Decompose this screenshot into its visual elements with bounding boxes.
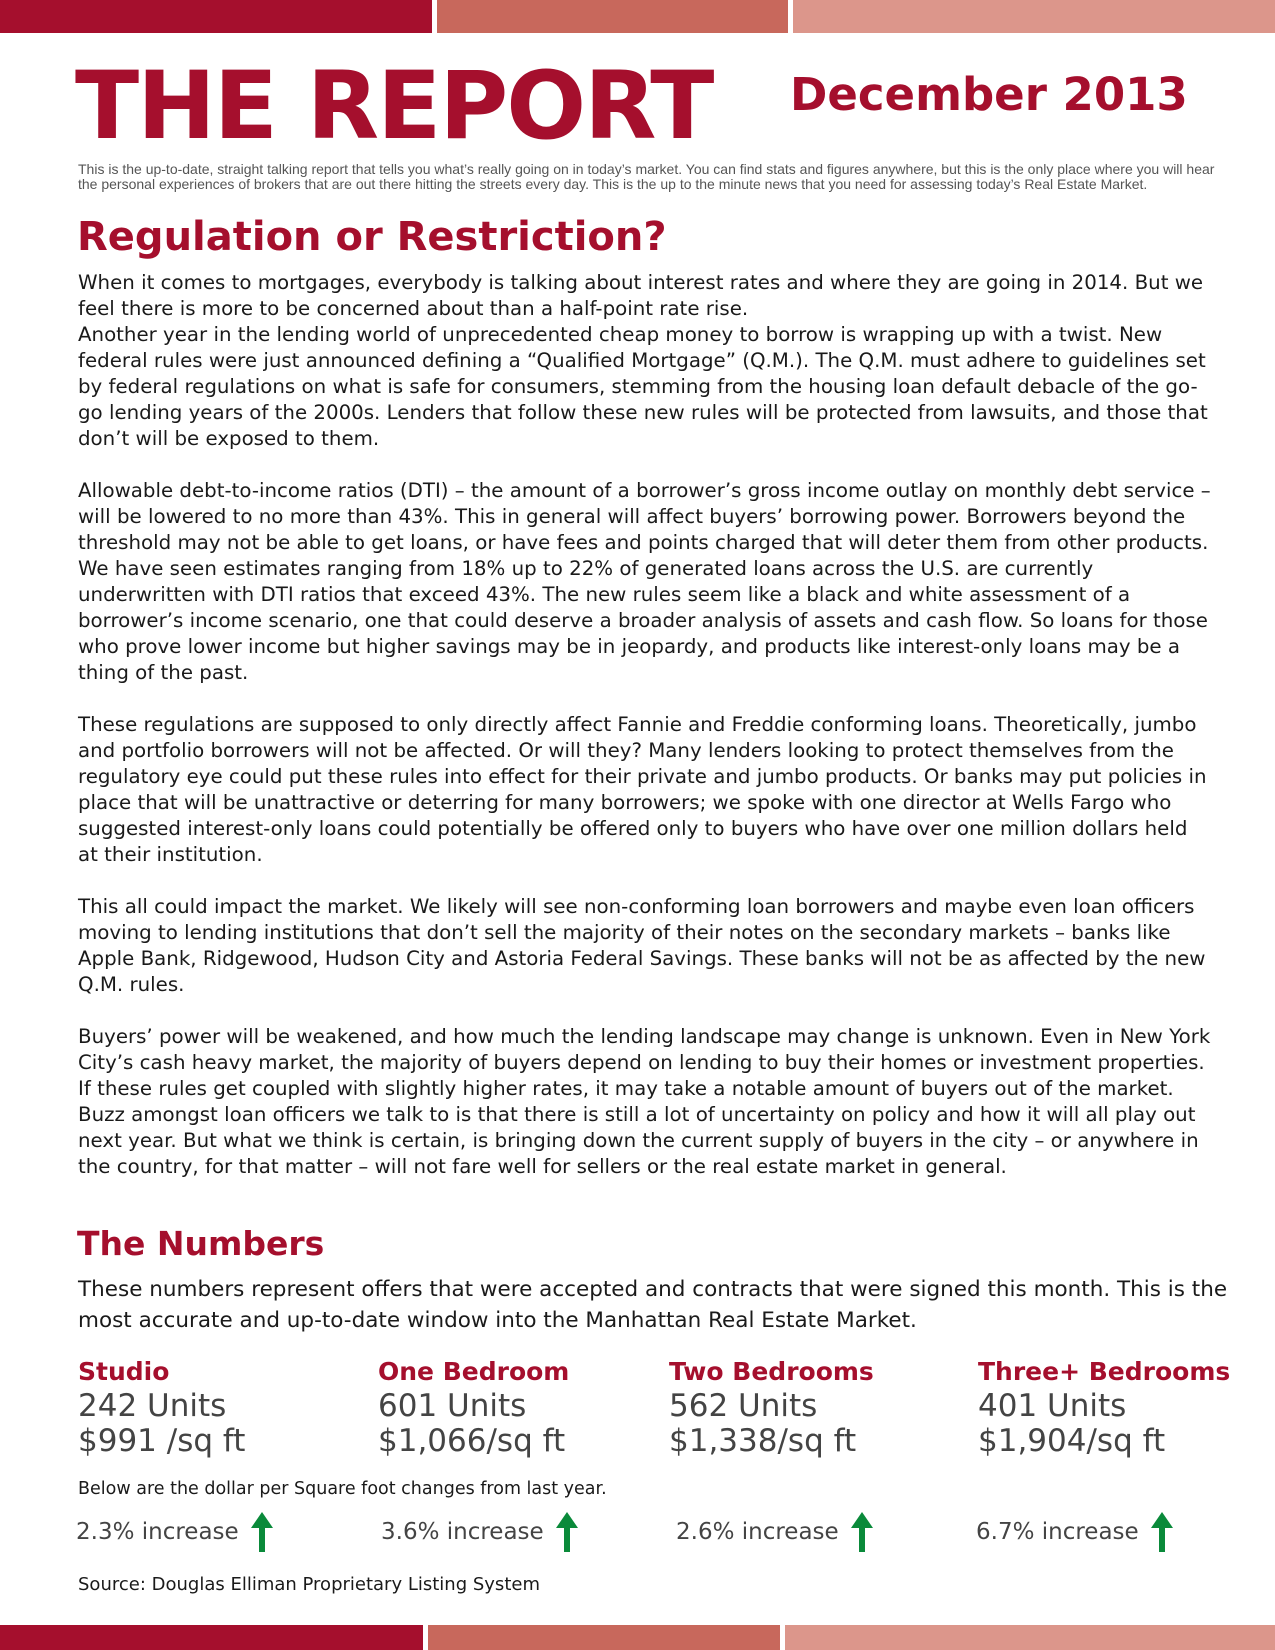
- up-arrow-icon: [1151, 1512, 1173, 1552]
- numbers-heading: The Numbers: [77, 1224, 325, 1263]
- stat-price: $1,066/sq ft: [378, 1423, 566, 1459]
- report-date: December 2013: [790, 68, 1188, 121]
- change-text: 3.6% increase: [381, 1519, 544, 1545]
- stat-label: Studio: [78, 1357, 170, 1386]
- article-paragraph: Another year in the lending world of unprecedented cheap money to borrow is wrapping up with a twist. New federal rules were just announced defining a “Qualified Mortgage” (Q.M.). The Q.M. must adhere to guidelines set by federal regulations on what is safe for consumers, stemming from the housing loan default debacle of the go-go lending years of the 2000s. Lenders that follow these new rules will be protected from lawsuits, and those that don’t will be exposed to them.: [78, 323, 1208, 450]
- stat-label: Three+ Bedrooms: [978, 1357, 1231, 1386]
- top-bar-segment-dark: [0, 0, 432, 33]
- change-text: 6.7% increase: [976, 1519, 1139, 1545]
- stat-price: $1,904/sq ft: [978, 1423, 1166, 1459]
- change-studio: [76, 1512, 273, 1552]
- stat-three-plus-bedrooms: [978, 1357, 1230, 1459]
- top-color-bar: [0, 0, 1275, 33]
- up-arrow-icon: [851, 1512, 873, 1552]
- stat-price: $1,338/sq ft: [669, 1423, 857, 1459]
- stat-units: 562 Units: [669, 1388, 818, 1424]
- up-arrow-icon: [251, 1512, 273, 1552]
- stat-one-bedroom: [378, 1357, 569, 1459]
- change-text: 2.6% increase: [676, 1519, 839, 1545]
- stat-units: 401 Units: [978, 1388, 1127, 1424]
- change-three-plus-bedrooms: [976, 1512, 1173, 1552]
- change-two-bedrooms: [676, 1512, 873, 1552]
- article-paragraph: Allowable debt-to-income ratios (DTI) – the amount of a borrower’s gross income outlay on monthly debt service – will be lowered to no more than 43%. This in general will affect buyers’ borrowing power. Borrowers beyond the threshold may not be able to get loans, or have fees and points charged that will deter them from other products. We have seen estimates ranging from 18% up to 22% of generated loans across the U.S. are currently underwritten with DTI ratios that exceed 43%. The new rules seem like a black and white assessment of a borrower’s income scenario, one that could deserve a broader analysis of assets and cash flow. So loans for those who prove lower income but higher savings may be in jeopardy, and products like interest-only loans may be a thing of the past.: [78, 479, 1211, 684]
- bottom-bar-segment-dark: [0, 1625, 423, 1650]
- stat-units: 242 Units: [78, 1388, 227, 1424]
- bottom-bar-segment-light: [785, 1625, 1275, 1650]
- stat-units: 601 Units: [378, 1388, 527, 1424]
- report-title: THE REPORT: [75, 52, 713, 161]
- stat-two-bedrooms: [669, 1357, 874, 1459]
- article-paragraph: Buyers’ power will be weakened, and how much the lending landscape may change is unknown. Even in New York City’s cash heavy market, the majority of buyers depend on lending to buy their homes or investment properties. If these rules get coupled with slightly higher rates, it may take a notable amount of buyers out of the market. Buzz amongst loan officers we talk to is that there is still a lot of uncertainty on policy and how it will all play out next year. But what we think is certain, is bringing down the current supply of buyers in the city – or anywhere in the country, for that matter – will not fare well for sellers or the real estate market in general.: [78, 1025, 1211, 1178]
- report-intro: This is the up-to-date, straight talking report that tells you what’s really going on in today’s market. You can find stats and figures anywhere, but this is the only place where you will hear the personal experiences of brokers that are out there hitting the streets every day. This is the up to the minute news that you need for assessing today’s Real Estate Market.: [78, 161, 1215, 192]
- stat-label: One Bedroom: [378, 1357, 570, 1386]
- article-heading: Regulation or Restriction?: [77, 214, 667, 260]
- article-paragraph: When it comes to mortgages, everybody is talking about interest rates and where they are going in 2014. But we feel there is more to be concerned about than a half-point rate rise.: [78, 271, 1204, 320]
- article-paragraph: This all could impact the market. We likely will see non-conforming loan borrowers and maybe even loan officers moving to lending institutions that don’t sell the majority of their notes on the secondary markets – banks like Apple Bank, Ridgewood, Hudson City and Astoria Federal Savings. These banks will not be as affected by the new Q.M. rules.: [78, 895, 1206, 996]
- change-text: 2.3% increase: [76, 1519, 239, 1545]
- bottom-color-bar: [0, 1625, 1275, 1650]
- top-bar-segment-light: [793, 0, 1275, 33]
- bottom-bar-segment-mid: [428, 1625, 780, 1650]
- source-note: Source: Douglas Elliman Proprietary Listing System: [78, 1574, 540, 1595]
- stat-label: Two Bedrooms: [669, 1357, 874, 1386]
- stat-price: $991 /sq ft: [78, 1423, 246, 1459]
- article-paragraph: These regulations are supposed to only directly affect Fannie and Freddie conforming loans. Theoretically, jumbo and portfolio borrowers will not be affected. Or will they? Many lenders looking to protect themselves from the regulatory eye could put these rules into effect for their private and jumbo products. Or banks may put policies in place that will be unattractive or deterring for many borrowers; we spoke with one director at Wells Fargo who suggested interest-only loans could potentially be offered only to buyers who have over one million dollars held at their institution.: [78, 713, 1207, 866]
- top-bar-segment-mid: [437, 0, 788, 33]
- below-note: Below are the dollar per Square foot changes from last year.: [78, 1479, 607, 1499]
- up-arrow-icon: [556, 1512, 578, 1552]
- article-body: [78, 270, 1213, 1206]
- change-one-bedroom: [381, 1512, 578, 1552]
- stat-studio: [78, 1357, 245, 1459]
- numbers-intro: These numbers represent offers that were accepted and contracts that were signed this month. This is the most accurate and up-to-date window into the Manhattan Real Estate Market.: [78, 1277, 1228, 1333]
